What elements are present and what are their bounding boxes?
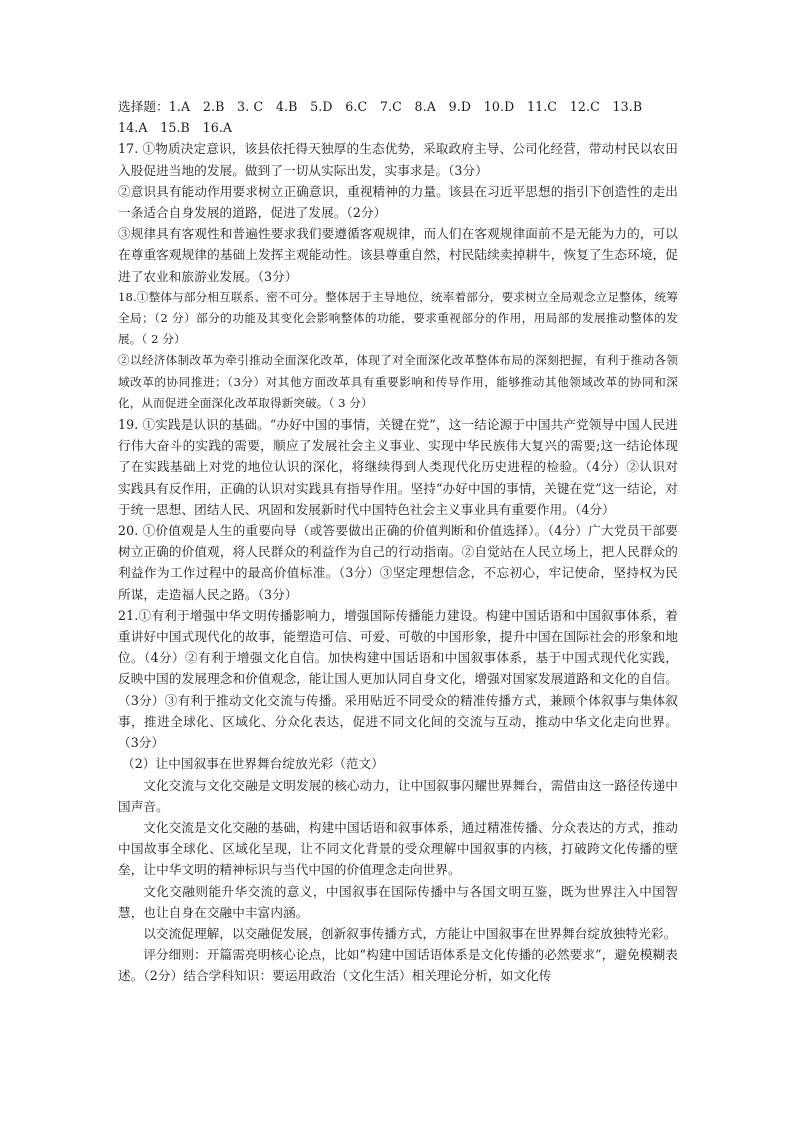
q21-scoring-rules: 评分细则：开篇需亮明核心论点，比如“构建中国话语体系是文化传播的必然要求”，避免模糊表述。（2分）结合学科知识：要运用政治（文化生活）相关理论分析，如文化传 [118, 947, 678, 984]
choice-answers-line-1: 选择题：1.A 2.B 3. C 4.B 5.D 6.C 7.C 8.A 9.D 10.D 11.C 12.C 13.B [118, 99, 643, 114]
q20-answer: 20. ①价值观是人生的重要向导（或答要做出正确的价值判断和价值选择）。（4分）广大党员干部要树立正确的价值观，将人民群众的利益作为自己的行动指南。②自觉站在人民立场上，把人民群众的利益作为工作过程中的最高价值标准。（3分）③坚定理想信念，不忘初心，牢记使命，坚持权为民所谋，走造福人民之路。（3分） [118, 523, 678, 602]
q21-essay-paragraph-2: 文化交流是文化交融的基础，构建中国话语和叙事体系，通过精准传播、分众表达的方式，推动中国故事全球化、区域化呈现，让不同文化背景的受众理解中国叙事的内核，打破跨文化传播的壁垒，让中华文明的精神标识与当代中国的价值理念走向世界。 [118, 819, 678, 878]
q21-part-1: 21.①有利于增强中华文明传播影响力，增强国际传播能力建设。构建中国话语和中国叙事体系，着重讲好中国式现代化的故事，能塑造可信、可爱、可敬的中国形象，提升中国在国际社会的形象和地位。（4分）②有利于增强文化自信。加快构建中国话语和中国叙事体系，基于中国式现代化实践，反映中国的发展理念和价值观念，能让国人更加认同自身文化，增强对国家发展道路和文化的自信。（3分）③有利于推动文化交流与传播。采用贴近不同受众的精准传播方式，兼顾个体叙事与集体叙事，推进全球化、区域化、分众化表达，促进不同文化间的交流与互动，推动中华文化走向世界。（3分） [118, 607, 678, 751]
q19-answer: 19. ①实践是认识的基础。“办好中国的事情，关键在党”，这一结论源于中国共产党领导中国人民进行伟大奋斗的实践的需要，顺应了发展社会主义事业、实现中华民族伟大复兴的需要;这一结论体现了在实践基础上对党的地位认识的深化，将继续得到人类现代化历史进程的检验。（4分）②认识对实践具有反作用，正确的认识对实践具有指导作用。坚持“办好中国的事情，关键在党”这一结论，对于统一思想、团结人民、巩固和发展新时代中国特色社会主义事业具有重要作用。（4分） [118, 417, 678, 517]
q17-point-1: 17. ①物质决定意识，该县依托得天独厚的生态优势，采取政府主导、公司化经营，带动村民以农田入股促进当地的发展。做到了一切从实际出发，实事求是。（3分） [118, 141, 678, 178]
q18-point-2: ②以经济体制改革为牵引推动全面深化改革，体现了对全面深化改革整体布局的深刻把握，有利于推动各领域改革的协同推进；（3分）对其他方面改革具有重要影响和传导作用，能够推动其他领域改革的协同和深化，从而促进全面深化改革取得新突破。（ 3 分） [118, 353, 678, 410]
q18-point-1: 18.①整体与部分相互联系、密不可分。整体居于主导地位，统率着部分，要求树立全局观念立足整体，统筹全局；（2 分）部分的功能及其变化会影响整体的功能，要求重视部分的作用，用局部的发展推动整体的发展。（ 2 分） [118, 289, 678, 347]
q21-essay-title: （2）让中国叙事在世界舞台绽放光彩（范文） [122, 756, 384, 772]
q17-point-3: ③规律具有客观性和普遍性要求我们要遵循客观规律，而人们在客观规律面前不是无能为力的，可以在尊重客观规律的基础上发挥主观能动性。该县尊重自然，村民陆续卖掉耕牛，恢复了生态环境，促进了农业和旅游业发展。（3分） [118, 226, 678, 284]
choice-answers-line-2: 14.A 15.B 16.A [118, 120, 233, 136]
q21-essay-paragraph-3: 文化交融则能升华交流的意义，中国叙事在国际传播中与各国文明互鉴，既为世界注入中国智慧，也让自身在交融中丰富内涵。 [118, 883, 678, 920]
q17-point-2: ②意识具有能动作用要求树立正确意识，重视精神的力量。该县在习近平思想的指引下创造性的走出一条适合自身发展的道路，促进了发展。（2分） [118, 183, 678, 221]
q21-essay-paragraph-4: 以交流促理解，以交融促发展，创新叙事传播方式，方能让中国叙事在世界舞台绽放独特光彩。 [143, 925, 677, 941]
q21-essay-paragraph-1: 文化交流与文化交融是文明发展的核心动力，让中国叙事闪耀世界舞台，需借由这一路径传递中国声音。 [118, 777, 678, 814]
answer-sheet [118, 96, 678, 987]
